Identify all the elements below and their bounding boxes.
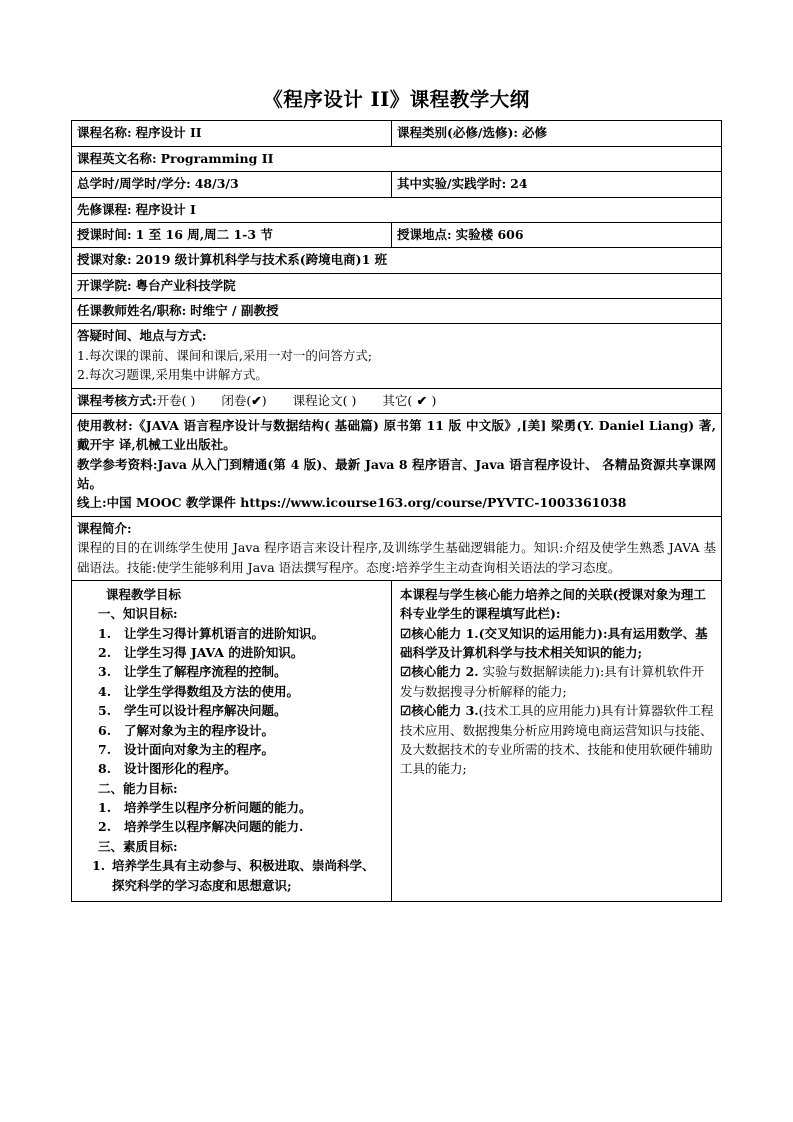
- exam-option-closed-mark: ✔: [251, 392, 262, 408]
- exam-option-open-close: ): [190, 392, 196, 408]
- reference-label: 教学参考资料:: [77, 456, 158, 472]
- table-row: [72, 580, 722, 901]
- goals-section-title-ability: 二、能力目标:: [98, 780, 178, 796]
- table-row: [72, 146, 722, 171]
- course-name-label: 课程名称:: [77, 125, 132, 141]
- qa-heading: 答疑时间、地点与方式:: [77, 328, 207, 344]
- class-location-value: 实验楼 606: [455, 226, 524, 242]
- competency-item-bold: 核心能力 3.: [411, 703, 479, 719]
- class-location-cell: [392, 222, 722, 247]
- qa-line-1: 1.每次课的课前、课间和课后,采用一对一的问答方式;: [77, 347, 373, 363]
- table-row: [72, 516, 722, 580]
- goal-number: 6.: [98, 722, 112, 738]
- teacher-value: 时维宁 / 副教授: [190, 303, 279, 318]
- exam-option-paper-close: ): [351, 392, 357, 408]
- goal-text: 学生可以设计程序解决问题。: [124, 703, 287, 719]
- competency-item: [400, 701, 715, 779]
- competency-item-bold: 核心能力 2.: [411, 664, 479, 680]
- exam-method-cell: [72, 388, 722, 413]
- table-row: [72, 248, 722, 273]
- lab-hours-cell: [392, 172, 722, 197]
- competency-item-bold: 核心能力 1.(交叉知识的运用能力):具有运用数学、基础科学及计算机科学与技术相关知识的能力;: [400, 625, 708, 660]
- prerequisite-value: 程序设计 I: [135, 201, 196, 217]
- goal-number: 1.: [92, 858, 106, 874]
- class-time-cell: [72, 222, 392, 247]
- page-title: 《程序设计 II》课程教学大纲: [263, 88, 530, 111]
- goal-item: [78, 817, 385, 836]
- core-competency-cell: [392, 580, 722, 901]
- goal-item: [78, 740, 385, 759]
- table-row: [72, 172, 722, 197]
- goals-section-title-quality: 三、素质目标:: [98, 838, 178, 854]
- course-english-name-value: Programming II: [160, 150, 274, 166]
- class-location-label: 授课地点:: [397, 226, 452, 242]
- goal-text: 设计图形化的程序。: [124, 761, 237, 777]
- exam-option-open-name: 开卷(: [156, 392, 187, 408]
- goal-number: 5.: [98, 703, 112, 719]
- audience-label: 授课对象:: [77, 252, 132, 268]
- textbook-label: 使用教材:: [77, 417, 133, 433]
- reference-line: [77, 455, 716, 494]
- competency-item: [400, 662, 715, 701]
- college-label: 开课学院:: [77, 277, 132, 293]
- textbook-value: 《JAVA 语言程序设计与数据结构( 基础篇) 原书第 11 版 中文版》,[美] 梁勇(Y. Daniel Liang) 著,戴开宇 译,机械工业出版社。: [77, 417, 716, 453]
- teacher-label: 任课教师姓名/职称:: [77, 303, 187, 318]
- total-hours-label: 总学时/周学时/学分:: [77, 176, 191, 192]
- goal-text: 让学生习得计算机语言的进阶知识。: [124, 625, 325, 641]
- course-name-cell: [72, 121, 392, 146]
- exam-method-label: 课程考核方式:: [77, 392, 157, 408]
- prerequisite-label: 先修课程:: [77, 201, 132, 217]
- goal-text: 让学生习得 JAVA 的进阶知识。: [124, 645, 304, 660]
- course-english-name-label: 课程英文名称:: [77, 150, 157, 166]
- goals-section-title-knowledge: 一、知识目标:: [98, 606, 178, 622]
- goal-text: 培养学生以程序解决问题的能力.: [124, 819, 304, 835]
- syllabus-table: [71, 120, 722, 902]
- class-time-value: 1 至 16 周,周二 1-3 节: [135, 226, 273, 242]
- goal-number: 7.: [98, 741, 112, 757]
- goal-item: [78, 721, 385, 740]
- goal-item: [78, 798, 385, 817]
- goal-item: [78, 662, 385, 681]
- goal-text: 培养学生具有主动参与、积极进取、崇尚科学、探究科学的学习态度和思想意识;: [112, 858, 375, 893]
- total-hours-value: 48/3/3: [194, 176, 239, 192]
- total-hours-cell: [72, 172, 392, 197]
- class-time-label: 授课时间:: [77, 226, 132, 242]
- intro-cell: [72, 516, 722, 580]
- course-name-value: 程序设计 II: [135, 125, 202, 141]
- course-category-cell: [392, 121, 722, 146]
- textbook-line: [77, 416, 716, 455]
- goal-item: [78, 643, 385, 662]
- online-line: [77, 493, 716, 512]
- goal-number: 1.: [98, 625, 112, 641]
- college-value: 粤台产业科技学院: [135, 277, 236, 293]
- intro-body: 课程的目的在训练学生使用 Java 程序语言来设计程序,及训练学生基础逻辑能力。知识:介绍及使学生熟悉 JAVA 基础语法。技能:使学生能够利用 Java 语法撰写程序。态度:培养学生主动查询相关语法的学习态度。: [77, 540, 716, 575]
- course-category-label: 课程类别(必修/选修):: [397, 125, 519, 141]
- audience-cell: [72, 248, 722, 273]
- table-row: [72, 324, 722, 388]
- prerequisite-cell: [72, 197, 722, 222]
- goal-number: 8.: [98, 761, 112, 777]
- online-label: 线上:: [77, 495, 107, 511]
- lab-hours-label: 其中实验/实践学时:: [397, 176, 507, 192]
- goal-text: 培养学生以程序分析问题的能力。: [124, 800, 312, 815]
- materials-cell: [72, 413, 722, 516]
- competency-item-normal: 实验与数据解读能力):具有计算机软件开发与数据搜寻分析解释的能力;: [400, 664, 705, 699]
- lab-hours-value: 24: [510, 176, 528, 192]
- online-value: 中国 MOOC 教学课件 https://www.icourse163.org/course/PYVTC-1003361038: [106, 495, 627, 511]
- exam-option-closed-name: 闭卷(: [221, 392, 252, 408]
- table-row: [72, 413, 722, 516]
- goal-item: [78, 624, 385, 643]
- goal-number: 1.: [98, 800, 112, 815]
- goal-item: [78, 701, 385, 720]
- goal-text: 设计面向对象为主的程序。: [124, 741, 275, 757]
- goal-text: 了解对象为主的程序设计。: [124, 722, 275, 738]
- qa-line-2: 2.每次习题课,采用集中讲解方式。: [77, 367, 268, 383]
- goal-number: 3.: [98, 664, 112, 680]
- exam-option-other-name: 其它(: [382, 392, 413, 408]
- goal-number: 2.: [98, 645, 112, 660]
- table-row: [72, 299, 722, 324]
- table-row: [72, 273, 722, 298]
- reference-value: Java 从入门到精通(第 4 版)、最新 Java 8 程序语言、Java 语言程序设计、 各精品资源共享课网站。: [77, 456, 716, 491]
- goal-text: 让学生学得数组及方法的使用。: [124, 683, 300, 699]
- exam-option-closed-close: ): [261, 392, 267, 408]
- exam-option-other-close: ): [431, 392, 437, 408]
- competency-item: [400, 624, 715, 663]
- intro-heading: 课程简介:: [77, 520, 132, 536]
- goal-item: [78, 856, 385, 895]
- goal-number: 2.: [98, 819, 112, 835]
- goal-item: [78, 682, 385, 701]
- goal-item: [78, 759, 385, 778]
- qa-cell: [72, 324, 722, 388]
- competency-heading: 本课程与学生核心能力培养之间的关联(授课对象为理工科专业学生的课程填写此栏):: [400, 586, 706, 622]
- table-row: [72, 121, 722, 146]
- course-english-name-cell: [72, 146, 722, 171]
- course-category-value: 必修: [522, 125, 548, 141]
- table-row: [72, 388, 722, 413]
- teacher-cell: [72, 299, 722, 324]
- goals-heading: 课程教学目标: [106, 586, 182, 602]
- goal-number: 4.: [98, 683, 112, 699]
- competency-item-normal: (技术工具的应用能力)具有计算器软件工程技术应用、数据搜集分析应用跨境电商运营知识与技能、及大数据技术的专业所需的技术、技能和使用软硬件辅助工具的能力;: [400, 703, 714, 777]
- goal-text: 让学生了解程序流程的控制。: [124, 664, 287, 680]
- checked-checkbox-icon: ☑: [400, 625, 412, 641]
- college-cell: [72, 273, 722, 298]
- audience-value: 2019 级计算机科学与技术系(跨境电商)1 班: [135, 252, 388, 268]
- exam-option-paper-name: 课程论文(: [292, 392, 348, 408]
- checked-checkbox-icon: ☑: [400, 664, 412, 680]
- exam-option-other-mark: ✔: [412, 392, 432, 408]
- checked-checkbox-icon: ☑: [400, 703, 412, 719]
- teaching-goals-cell: [72, 580, 392, 901]
- table-row: [72, 222, 722, 247]
- table-row: [72, 197, 722, 222]
